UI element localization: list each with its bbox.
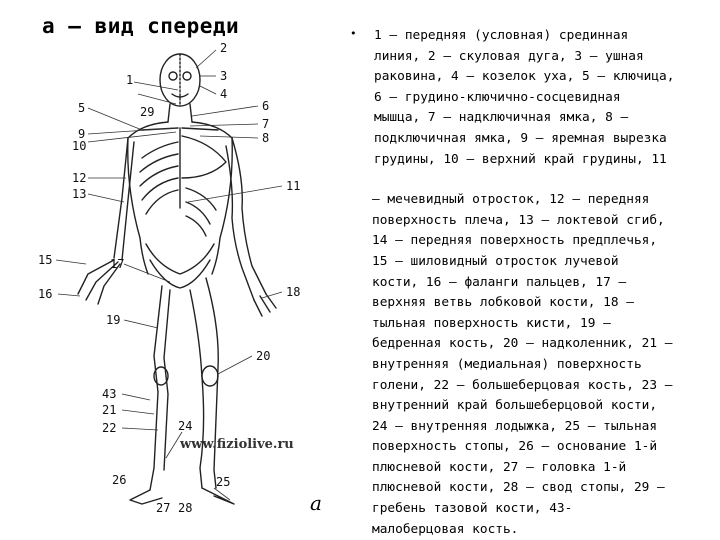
- callout-25: 25: [216, 475, 231, 489]
- callout-11: 11: [286, 179, 301, 193]
- legend-line: внутренняя (медиальная) поверхность: [372, 356, 642, 372]
- callout-4: 4: [220, 87, 228, 101]
- legend-line: тыльная поверхность кисти, 19 –: [372, 315, 611, 331]
- legend-line: грудины, 10 – верхний край грудины, 11: [374, 151, 667, 167]
- callout-24: 24: [178, 419, 193, 433]
- legend-line: внутренний край большеберцовой кости,: [372, 398, 658, 414]
- watermark: www.fiziolive.ru: [180, 437, 294, 452]
- legend-line: плюсневой кости, 28 – свод стопы, 29 –: [372, 480, 665, 496]
- bullet-marker: •: [350, 27, 357, 40]
- slide-title: а – вид спереди: [42, 14, 240, 38]
- callout-26: 26: [112, 473, 127, 487]
- callout-13: 13: [72, 187, 87, 201]
- callout-3: 3: [220, 69, 228, 83]
- legend-text: [374, 26, 714, 540]
- legend-line: – мечевидный отросток, 12 – передняя: [372, 192, 650, 208]
- legend-block-2: [372, 190, 714, 540]
- legend-line: 15 – шиловидный отросток лучевой: [372, 253, 619, 269]
- legend-line: раковина, 4 – козелок уха, 5 – ключица,: [374, 69, 675, 85]
- callout-21: 21: [102, 403, 117, 417]
- anatomy-drawing: [30, 38, 330, 516]
- legend-line: гребень тазовой кости, 43-: [372, 501, 573, 517]
- callout-43: 43: [102, 387, 117, 401]
- figure-letter: а: [310, 491, 322, 515]
- callout-19: 19: [106, 313, 121, 327]
- legend-line: плюсневой кости, 27 – головка 1-й: [372, 459, 627, 475]
- legend-spacer: [374, 170, 714, 190]
- legend-block-1: [374, 26, 714, 170]
- callout-17: 17: [110, 257, 125, 271]
- callout-29: 29: [140, 105, 155, 119]
- callout-28: 28: [178, 501, 193, 515]
- callout-20: 20: [256, 349, 271, 363]
- legend-line: 24 – внутренняя лодыжка, 25 – тыльная: [372, 418, 658, 434]
- callout-1: 1: [126, 73, 134, 87]
- callout-10: 10: [72, 139, 87, 153]
- callout-18: 18: [286, 285, 301, 299]
- callout-6: 6: [262, 99, 270, 113]
- legend-line: подключичная ямка, 9 – яремная вырезка: [374, 130, 667, 146]
- callout-5: 5: [78, 101, 86, 115]
- legend-line: поверхность стопы, 26 – основание 1-й: [372, 439, 658, 455]
- callout-27: 27: [156, 501, 171, 515]
- callout-2: 2: [220, 41, 228, 55]
- callout-12: 12: [72, 171, 87, 185]
- callout-15: 15: [38, 253, 53, 267]
- callout-7: 7: [262, 117, 270, 131]
- legend-line: поверхность плеча, 13 – локтевой сгиб,: [372, 212, 665, 228]
- legend-line: кости, 16 – фаланги пальцев, 17 –: [372, 274, 627, 290]
- legend-line: голени, 22 – большеберцовая кость, 23 –: [372, 377, 673, 393]
- legend-line: бедренная кость, 20 – надколенник, 21 –: [372, 336, 673, 352]
- callout-8: 8: [262, 131, 270, 145]
- callout-16: 16: [38, 287, 53, 301]
- legend-line: мышца, 7 – надключичная ямка, 8 –: [374, 110, 629, 126]
- anatomy-figure: [30, 38, 330, 516]
- callout-9: 9: [78, 127, 86, 141]
- legend-line: 6 – грудино-ключично-сосцевидная: [374, 89, 621, 105]
- legend-line: 1 – передняя (условная) срединная: [374, 28, 629, 43]
- legend-line: верхняя ветвь лобковой кости, 18 –: [372, 295, 634, 311]
- legend-line: линия, 2 – скуловая дуга, 3 – ушная: [374, 48, 644, 64]
- callout-22: 22: [102, 421, 117, 435]
- legend-line: 14 – передняя поверхность предплечья,: [372, 233, 658, 249]
- legend-line: малоберцовая кость.: [372, 521, 519, 537]
